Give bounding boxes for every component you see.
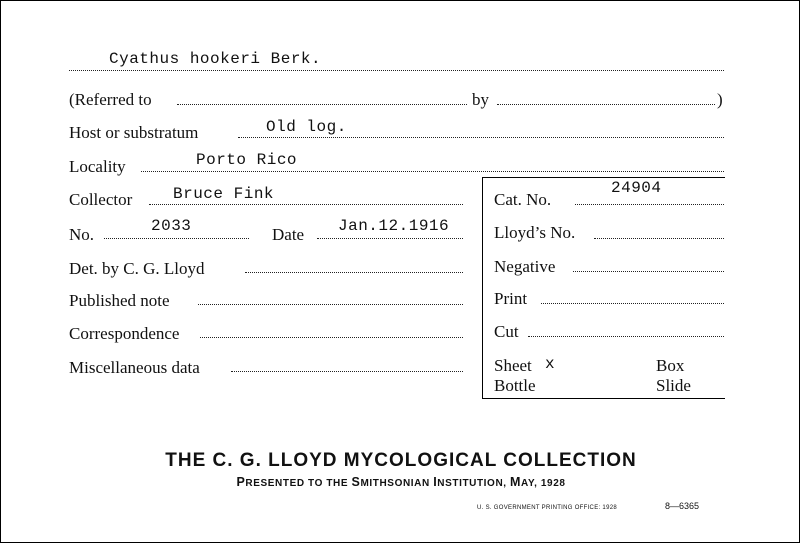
subtitle-cap-i: I	[433, 475, 438, 489]
sheet-label: Sheet	[494, 356, 532, 375]
species-name: Cyathus hookeri Berk.	[109, 50, 322, 68]
host-value: Old log.	[266, 118, 347, 136]
negative-line	[573, 271, 724, 272]
referred-to-label: (Referred to	[69, 90, 152, 109]
cat-no-line	[575, 204, 724, 205]
printing-office-note: U. S. GOVERNMENT PRINTING OFFICE: 1928	[477, 505, 617, 511]
subtitle-cap-s: S	[351, 475, 361, 489]
subtitle-cap-m: M	[510, 475, 522, 489]
misc-line	[231, 371, 463, 372]
subtitle-part-date: AY, 1928	[521, 478, 566, 489]
lloyds-no-label: Lloyd’s No.	[494, 223, 576, 242]
collector-value: Bruce Fink	[173, 185, 275, 203]
by-label: by	[472, 90, 489, 109]
subtitle-part-smithsonian: MITHSONIAN	[360, 478, 434, 489]
species-line	[69, 70, 724, 71]
bottle-label: Bottle	[494, 376, 536, 395]
no-line	[104, 238, 249, 239]
no-label: No.	[69, 225, 95, 244]
print-label: Print	[494, 289, 528, 308]
published-line	[198, 304, 463, 305]
subtitle-part-institution: NSTITUTION,	[437, 478, 511, 489]
collector-label: Collector	[69, 190, 133, 209]
form-number: 8—6365	[665, 501, 700, 511]
collector-line	[149, 204, 463, 205]
date-line	[317, 238, 463, 239]
correspondence-label: Correspondence	[69, 324, 180, 343]
print-line	[541, 303, 724, 304]
misc-label: Miscellaneous data	[69, 358, 200, 377]
date-label: Date	[272, 225, 305, 244]
no-value: 2033	[151, 217, 192, 235]
cut-line	[528, 336, 724, 337]
host-line	[238, 137, 724, 138]
referred-to-line	[177, 104, 467, 105]
collection-subtitle	[1, 475, 800, 489]
close-paren: )	[717, 90, 723, 109]
box-label: Box	[656, 356, 685, 375]
cat-no-value: 24904	[611, 179, 662, 197]
cut-label: Cut	[494, 322, 519, 341]
det-line	[245, 272, 463, 273]
det-label: Det. by C. G. Lloyd	[69, 259, 205, 278]
published-label: Published note	[69, 291, 170, 310]
by-line	[497, 104, 715, 105]
cat-no-label: Cat. No.	[494, 190, 552, 209]
lloyds-no-line	[594, 238, 724, 239]
sheet-mark: x	[545, 355, 556, 373]
locality-value: Porto Rico	[196, 151, 298, 169]
slide-label: Slide	[656, 376, 691, 395]
collection-title: THE C. G. LLOYD MYCOLOGICAL COLLECTION	[165, 450, 637, 471]
subtitle-part-presented: RESENTED TO THE	[245, 478, 352, 489]
locality-label: Locality	[69, 157, 126, 176]
correspondence-line	[200, 337, 463, 338]
subtitle-cap-p: P	[236, 475, 246, 489]
date-value: Jan.12.1916	[338, 217, 450, 235]
negative-label: Negative	[494, 257, 556, 276]
host-label: Host or substratum	[69, 123, 199, 142]
locality-line	[141, 171, 724, 172]
